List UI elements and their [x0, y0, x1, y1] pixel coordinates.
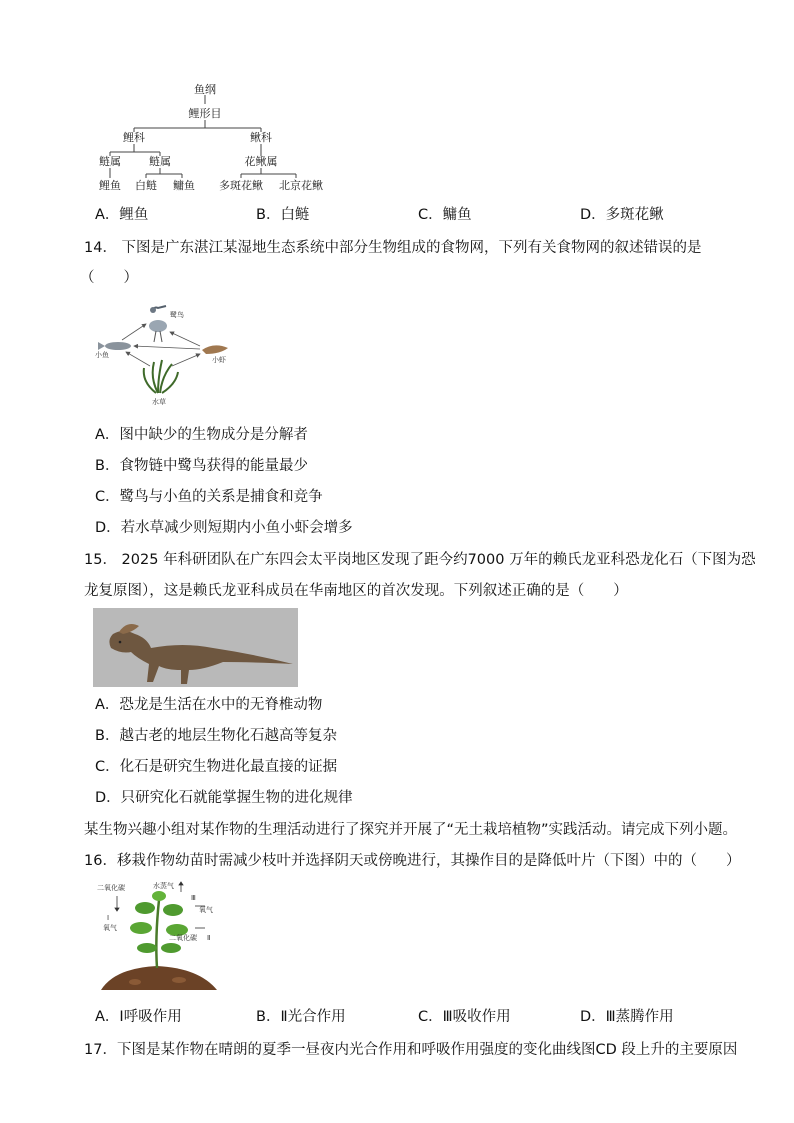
q14-option-a[interactable]: A．图中缺少的生物成分是分解者 — [95, 427, 308, 443]
roman-three-label: Ⅲ — [191, 894, 196, 902]
q14-option-c[interactable]: C．鹭鸟与小鱼的关系是捕食和竞争 — [95, 489, 323, 505]
q16-option-d[interactable]: D．Ⅲ蒸腾作用 — [580, 1009, 674, 1025]
dinosaur-reconstruction-image — [93, 608, 298, 687]
q15-stem-line1: 15． 2025 年科研团队在广东四会太平岗地区发现了距今约7000 万年的赖氏龙亚科恐龙化石（下图为恐 — [84, 552, 756, 568]
q13-option-c[interactable]: C．鳙鱼 — [418, 207, 472, 223]
oxygen-label: 氧气 — [103, 924, 117, 932]
food-web-diagram — [92, 298, 242, 408]
tree-genus-label: 花鳅属 — [244, 155, 278, 168]
q13-option-b[interactable]: B．白鲢 — [256, 207, 310, 223]
q16-stem-line1: 16．移栽作物幼苗时需减少枝叶并选择阴天或傍晚进行，其操作目的是降低叶片（下图）中的（ ） — [84, 853, 741, 869]
tree-species-label: 多斑花鳅 — [219, 179, 263, 192]
tree-genus-label: 鲢属 — [99, 155, 121, 168]
q14-option-d[interactable]: D．若水草减少则短期内小鱼小虾会增多 — [95, 520, 353, 536]
co2-label: 二氧化碳 — [169, 934, 197, 942]
q15-option-d[interactable]: D．只研究化石就能掌握生物的进化规律 — [95, 790, 353, 806]
q17-stem-line1: 17．下图是某作物在晴朗的夏季一昼夜内光合作用和呼吸作用强度的变化曲线图CD 段上升的主要原因 — [84, 1042, 738, 1058]
q15-option-a[interactable]: A．恐龙是生活在水中的无脊椎动物 — [95, 697, 323, 713]
q16-option-b[interactable]: B．Ⅱ光合作用 — [256, 1009, 346, 1025]
q15-option-b[interactable]: B．越古老的地层生物化石越高等复杂 — [95, 728, 337, 744]
tree-family-label: 鳅科 — [250, 131, 272, 144]
tree-species-label: 北京花鳅 — [279, 179, 323, 192]
tree-family-label: 鲤科 — [123, 131, 145, 144]
q14-stem-line2: （ ） — [80, 270, 138, 286]
plant-physiology-diagram — [95, 878, 225, 996]
heron-label: 鹭鸟 — [170, 311, 184, 319]
q16-option-c[interactable]: C．Ⅲ吸收作用 — [418, 1009, 511, 1025]
classification-tree-diagram — [84, 82, 334, 194]
waterweed-label: 水草 — [152, 398, 166, 406]
q13-option-a[interactable]: A．鲤鱼 — [95, 207, 149, 223]
q14-stem-line1: 14． 下图是广东湛江某湿地生态系统中部分生物组成的食物网，下列有关食物网的叙述错误的是 — [84, 240, 702, 256]
shrimp-label: 小虾 — [212, 356, 226, 364]
q15-stem-line2: 龙复原图），这是赖氏龙亚科成员在华南地区的首次发现。下列叙述正确的是（ ） — [84, 583, 628, 599]
co2-label: 二氧化碳 — [97, 884, 125, 892]
q13-option-d[interactable]: D．多斑花鳅 — [580, 207, 664, 223]
plant-icon — [130, 891, 188, 968]
oxygen-label: 氧气 — [199, 906, 213, 914]
q14-option-b[interactable]: B．食物链中鹭鸟获得的能量最少 — [95, 458, 308, 474]
water-vapor-label: 水蒸气 — [153, 882, 174, 890]
q16-option-a[interactable]: A．Ⅰ呼吸作用 — [95, 1009, 182, 1025]
section-intro: 某生物兴趣小组对某作物的生理活动进行了探究并开展了“无土栽培植物”实践活动。请完成下列小题。 — [84, 822, 738, 838]
tree-genus-label: 鲢属 — [149, 155, 171, 168]
fish-icon — [98, 342, 131, 350]
fish-label: 小鱼 — [95, 351, 109, 359]
tree-species-label: 鲤鱼 — [99, 179, 121, 192]
q15-option-c[interactable]: C．化石是研究生物进化最直接的证据 — [95, 759, 338, 775]
tree-species-label: 鳙鱼 — [173, 179, 195, 192]
heron-icon — [149, 306, 167, 342]
tree-class-label: 鱼纲 — [194, 83, 216, 96]
tree-order-label: 鲤形目 — [188, 107, 222, 120]
roman-two-label: Ⅱ — [207, 934, 211, 942]
shrimp-icon — [202, 345, 228, 354]
roman-one-label: Ⅰ — [107, 914, 110, 922]
tree-species-label: 白鲢 — [135, 179, 157, 192]
soil-icon — [101, 966, 217, 990]
